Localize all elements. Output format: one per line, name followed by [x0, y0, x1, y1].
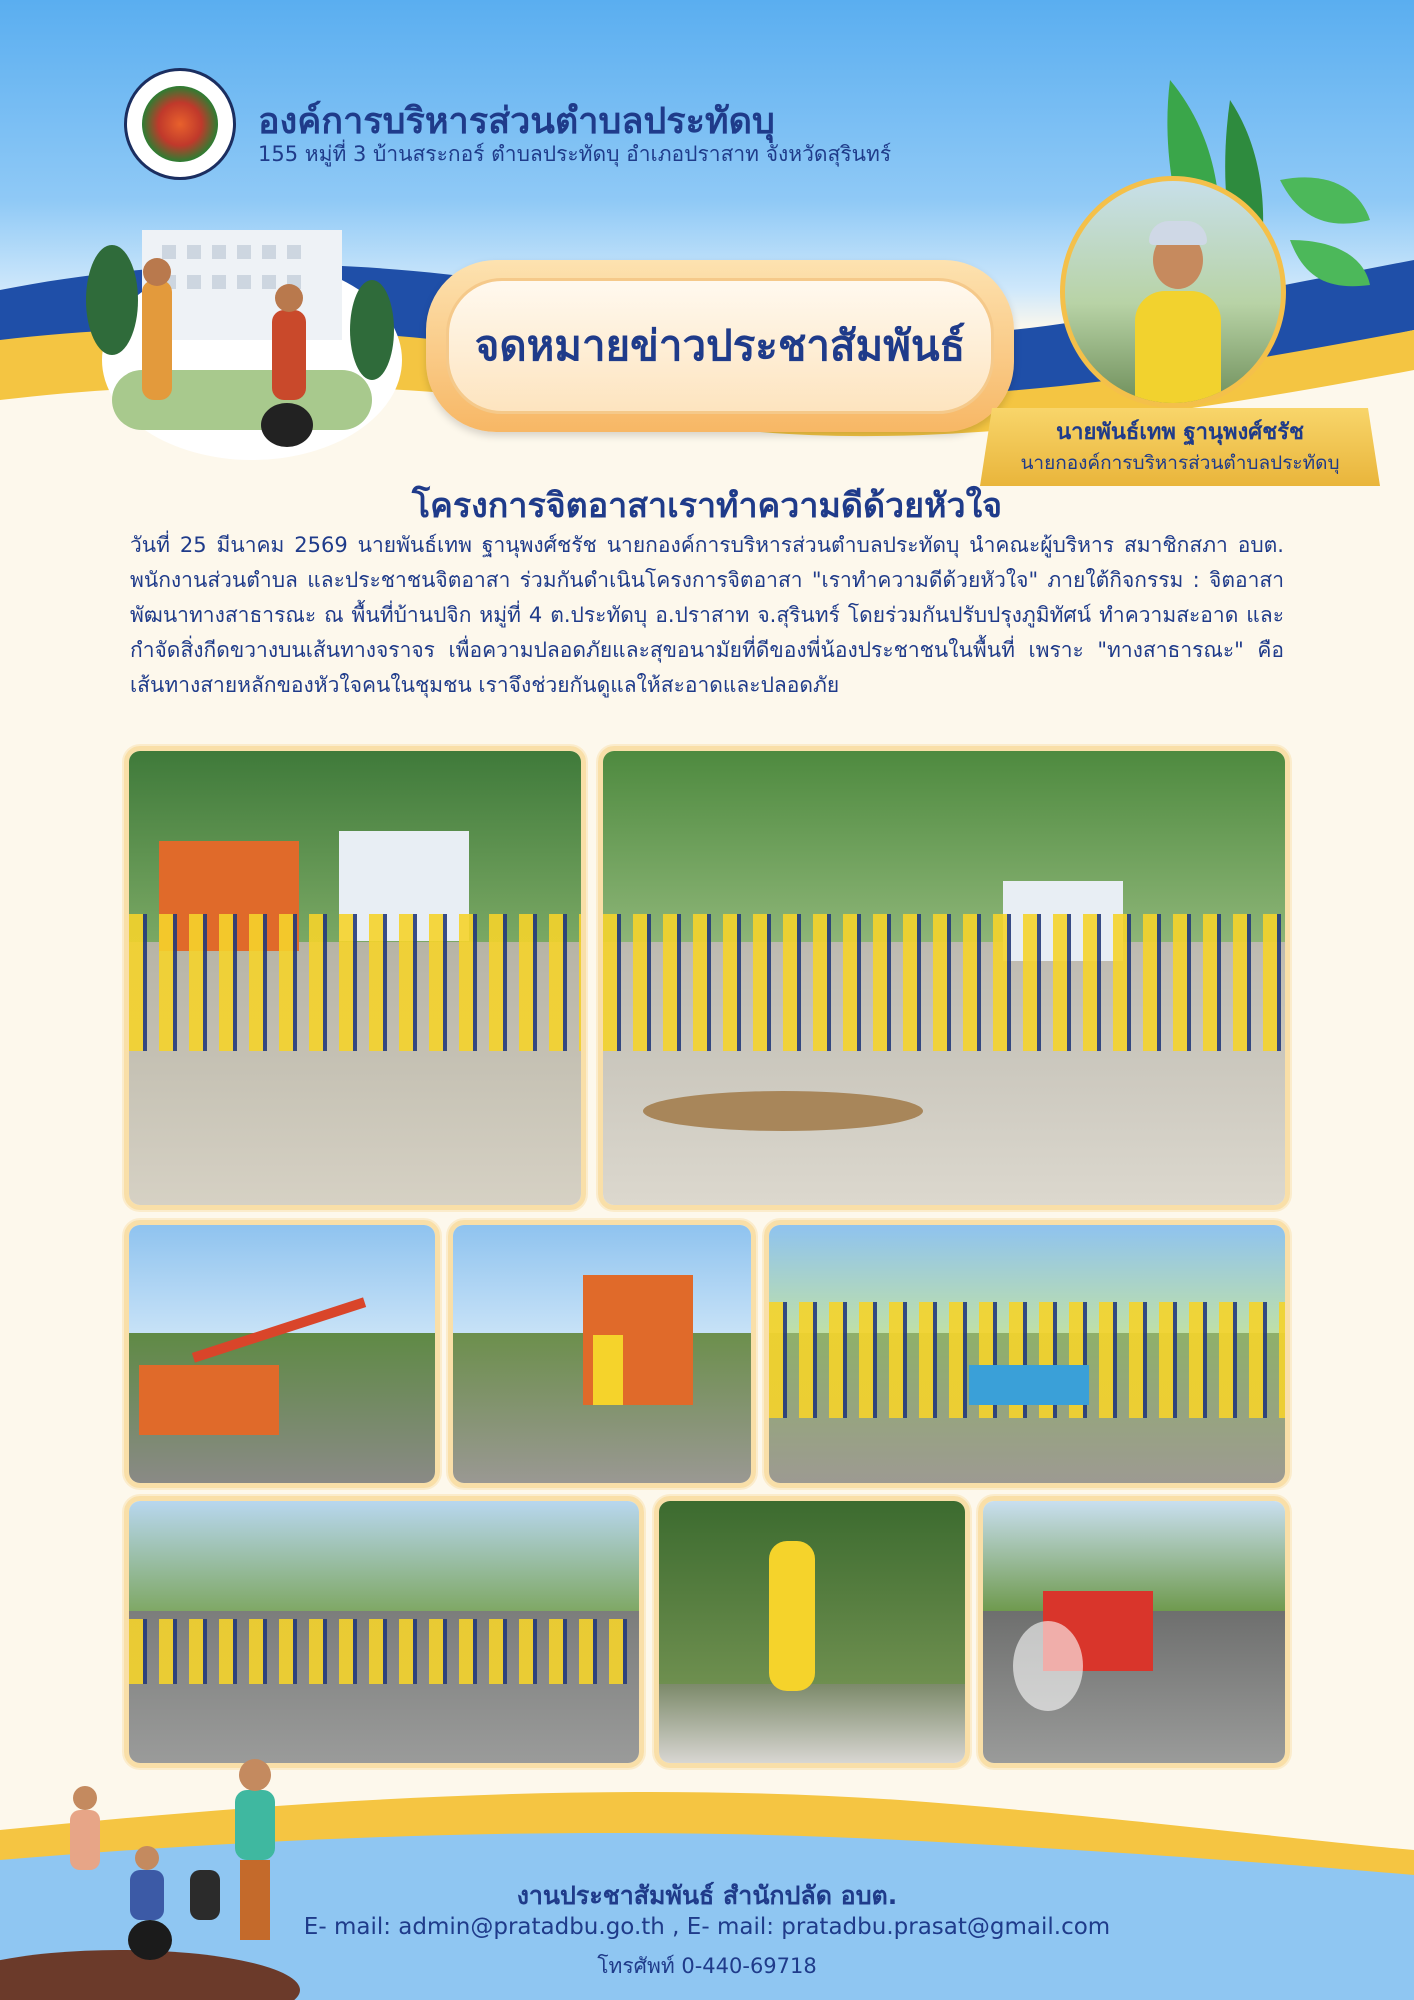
cleaning-illustration: [82, 190, 402, 460]
organization-name: องค์การบริหารส่วนตำบลประทัดบุ: [258, 101, 775, 142]
activity-photo-8: [978, 1496, 1290, 1768]
banner: [446, 278, 994, 414]
activity-photo-2: [598, 746, 1290, 1210]
activity-photo-4: [448, 1220, 756, 1488]
footer-phone: โทรศัพท์ 0-440-69718: [597, 1954, 817, 1978]
activity-photo-3: [124, 1220, 440, 1488]
footer-emails[interactable]: E- mail: admin@pratadbu.go.th , E- mail: pratadbu.prasat@gmail.com: [303, 1914, 1111, 1940]
organization-address: 155 หมู่ที่ 3 บ้านสระกอร์ ตำบลประทัดบุ อำเภอปราสาท จังหวัดสุรินทร์: [258, 142, 892, 166]
banner-title: จดหมายข่าวประชาสัมพันธ์: [474, 321, 966, 370]
article-title: โครงการจิตอาสาเราทำความดีด้วยหัวใจ: [411, 486, 1003, 526]
seal-logo-icon: [124, 68, 236, 180]
footer-office: งานประชาสัมพันธ์ สำนักปลัด อบต.: [516, 1881, 898, 1910]
activity-photo-7: [654, 1496, 970, 1768]
chief-name: นายพันธ์เทพ ฐานุพงศ์ชรัช: [1056, 420, 1304, 445]
article-body: วันที่ 25 มีนาคม 2569 นายพันธ์เทพ ฐานุพงศ์ชรัช นายกองค์การบริหารส่วนตำบลประทัดบุ นำคณะผู้บริหาร สมาชิกสภา อบต. พนักงานส่วนตำบล และประชาชนจิตอาสา ร่วมกันดำเนินโครงการจิตอาสา "เราทำความดีด้วยหัวใจ" ภายใต้กิจกรรม : จิตอาสาพัฒนาทางสาธารณะ ณ พื้นที่บ้านปจิก หมู่ที่ 4 ต.ประทัดบุ อ.ปราสาท จ.สุรินทร์ โดยร่วมกันปรับปรุงภูมิทัศน์ ทำความสะอาด และกำจัดสิ่งกีดขวางบนเส้นทางจราจร เพื่อความปลอดภัยและสุขอนามัยที่ดีของพี่น้องประชาชนในพื้นที่ เพราะ "ทางสาธารณะ" คือเส้นทางสายหลักของหัวใจคนในชุมชน เราจึงช่วยกันดูแลให้สะอาดและปลอดภัย: [130, 533, 1284, 697]
chief-photo: [1060, 176, 1286, 408]
chief-position: นายกองค์การบริหารส่วนตำบลประทัดบุ: [1020, 452, 1340, 474]
activity-photo-6: [124, 1496, 644, 1768]
activity-photo-1: [124, 746, 586, 1210]
activity-photo-5: [764, 1220, 1290, 1488]
